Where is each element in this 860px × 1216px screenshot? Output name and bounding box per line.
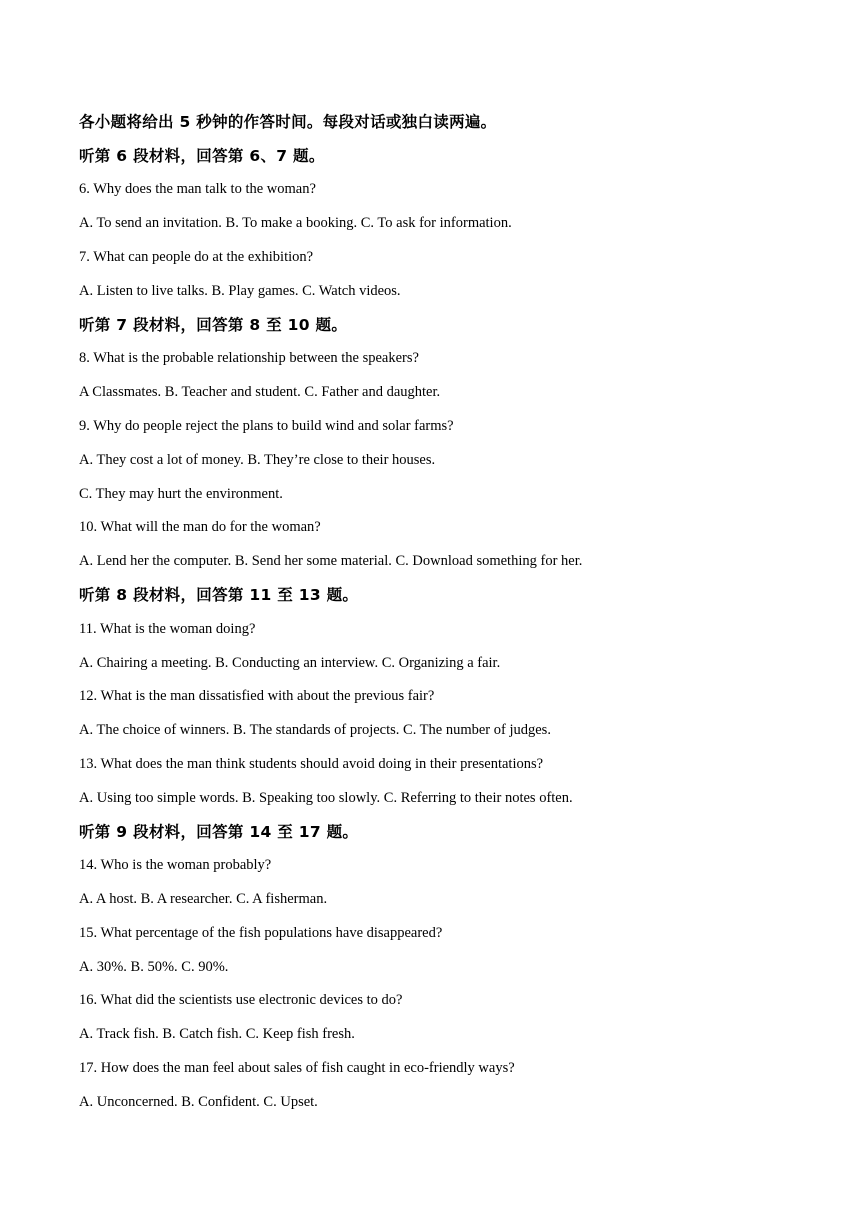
- section-heading-8: 听第 8 段材料，回答第 11 至 13 题。: [79, 586, 359, 604]
- question-7: 7. What can people do at the exhibition?: [79, 249, 314, 265]
- options-16: A. Track fish. B. Catch fish. C. Keep fish fresh.: [79, 1026, 355, 1042]
- instruction-heading: 各小题将给出 5 秒钟的作答时间。每段对话或独白读两遍。: [79, 113, 497, 131]
- question-12: 12. What is the man dissatisfied with about the previous fair?: [79, 688, 435, 704]
- question-13: 13. What does the man think students should avoid doing in their presentations?: [79, 756, 544, 772]
- options-9-c: C. They may hurt the environment.: [79, 486, 283, 502]
- options-12: A. The choice of winners. B. The standards of projects. C. The number of judges.: [79, 722, 551, 738]
- question-15: 15. What percentage of the fish populations have disappeared?: [79, 925, 443, 941]
- question-11: 11. What is the woman doing?: [79, 621, 256, 637]
- options-17: A. Unconcerned. B. Confident. C. Upset.: [79, 1094, 318, 1110]
- question-17: 17. How does the man feel about sales of fish caught in eco-friendly ways?: [79, 1060, 515, 1076]
- section-heading-9: 听第 9 段材料，回答第 14 至 17 题。: [79, 823, 359, 841]
- section-heading-7: 听第 7 段材料，回答第 8 至 10 题。: [79, 316, 348, 334]
- question-16: 16. What did the scientists use electronic devices to do?: [79, 992, 403, 1008]
- options-13: A. Using too simple words. B. Speaking too slowly. C. Referring to their notes often.: [79, 790, 573, 806]
- options-15: A. 30%. B. 50%. C. 90%.: [79, 959, 229, 975]
- options-11: A. Chairing a meeting. B. Conducting an interview. C. Organizing a fair.: [79, 655, 501, 671]
- question-6: 6. Why does the man talk to the woman?: [79, 181, 316, 197]
- options-9-ab: A. They cost a lot of money. B. They’re close to their houses.: [79, 452, 436, 468]
- question-8: 8. What is the probable relationship between the speakers?: [79, 350, 419, 366]
- options-7: A. Listen to live talks. B. Play games. C. Watch videos.: [79, 283, 401, 299]
- options-10: A. Lend her the computer. B. Send her some material. C. Download something for her.: [79, 553, 583, 569]
- section-heading-6: 听第 6 段材料，回答第 6、7 题。: [79, 147, 325, 165]
- options-14: A. A host. B. A researcher. C. A fisherman.: [79, 891, 328, 907]
- question-10: 10. What will the man do for the woman?: [79, 519, 321, 535]
- question-14: 14. Who is the woman probably?: [79, 857, 272, 873]
- options-8: A Classmates. B. Teacher and student. C. Father and daughter.: [79, 384, 441, 400]
- question-9: 9. Why do people reject the plans to build wind and solar farms?: [79, 418, 454, 434]
- options-6: A. To send an invitation. B. To make a booking. C. To ask for information.: [79, 215, 512, 231]
